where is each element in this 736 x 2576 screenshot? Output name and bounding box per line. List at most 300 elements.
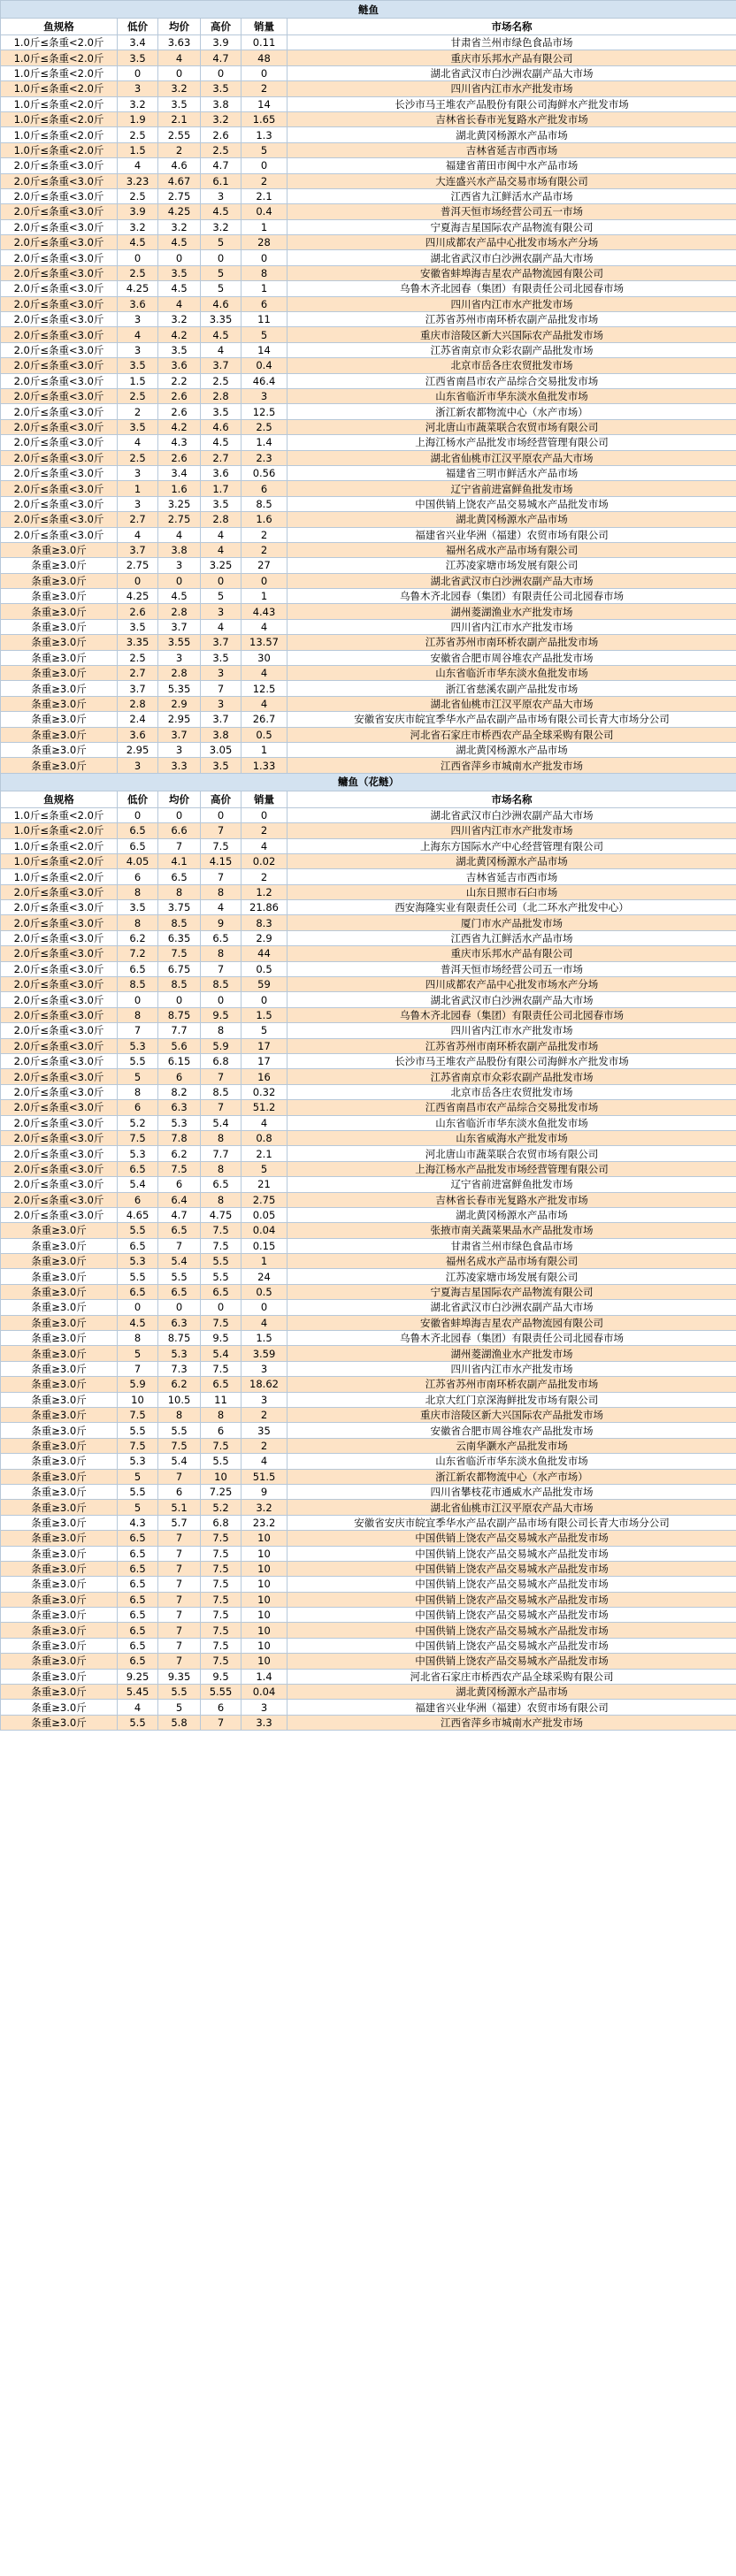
table-row <box>1 1654 736 1669</box>
avg-price-cell: 0 <box>158 1300 201 1315</box>
high-price-cell: 0 <box>201 992 242 1007</box>
market-name-cell: 浙江省慈溪农副产品批发市场 <box>288 681 736 696</box>
table-row <box>1 142 736 157</box>
volume-cell: 14 <box>242 342 288 357</box>
low-price-cell: 4.3 <box>118 1515 158 1530</box>
high-price-cell: 7.5 <box>201 1361 242 1376</box>
low-price-cell: 4.25 <box>118 589 158 604</box>
volume-cell: 24 <box>242 1269 288 1284</box>
table-row <box>1 1315 736 1330</box>
volume-cell: 0.02 <box>242 853 288 868</box>
low-price-cell: 6.5 <box>118 1161 158 1176</box>
market-name-cell: 湖州菱湖渔业水产批发市场 <box>288 604 736 619</box>
low-price-cell: 6.5 <box>118 1623 158 1638</box>
table-row <box>1 1177 736 1192</box>
market-name-cell: 安徽省合肥市周谷堆农产品批发市场 <box>288 650 736 665</box>
market-name-cell: 四川省内江市水产批发市场 <box>288 81 736 96</box>
table-row <box>1 1223 736 1238</box>
table-row <box>1 388 736 403</box>
avg-price-cell: 2.75 <box>158 188 201 203</box>
spec-cell: 2.0斤≤条重<3.0斤 <box>1 1069 118 1084</box>
market-name-cell: 北京市岳各庄农贸批发市场 <box>288 358 736 373</box>
market-name-cell: 上海江杨水产品批发市场经营管理有限公司 <box>288 1161 736 1176</box>
table-row <box>1 1161 736 1176</box>
market-name-cell: 普洱天恒市场经营公司五一市场 <box>288 204 736 219</box>
avg-price-cell: 8.5 <box>158 915 201 930</box>
volume-cell: 2.1 <box>242 188 288 203</box>
high-price-cell: 4.15 <box>201 853 242 868</box>
low-price-cell: 3 <box>118 465 158 480</box>
table-row <box>1 930 736 945</box>
avg-price-cell: 3.2 <box>158 312 201 327</box>
market-name-cell: 四川省攀枝花市通威水产品批发市场 <box>288 1484 736 1499</box>
table-row <box>1 358 736 373</box>
high-price-cell: 5.4 <box>201 1346 242 1361</box>
high-price-cell: 5.5 <box>201 1454 242 1469</box>
high-price-cell: 5.5 <box>201 1254 242 1269</box>
market-name-cell: 山东省临沂市华东淡水鱼批发市场 <box>288 666 736 681</box>
table-row <box>1 204 736 219</box>
avg-price-cell: 2.8 <box>158 604 201 619</box>
spec-cell: 1.0斤≤条重<2.0斤 <box>1 111 118 126</box>
avg-price-cell: 7 <box>158 838 201 853</box>
spec-cell: 条重≥3.0斤 <box>1 650 118 665</box>
table-row <box>1 281 736 296</box>
market-name-cell: 中国供销上饶农产品交易城水产品批发市场 <box>288 1654 736 1669</box>
low-price-cell: 7 <box>118 1023 158 1038</box>
high-price-cell: 2.6 <box>201 127 242 142</box>
volume-cell: 1.3 <box>242 127 288 142</box>
volume-cell: 17 <box>242 1038 288 1053</box>
table-row <box>1 977 736 992</box>
low-price-cell: 7.2 <box>118 946 158 961</box>
volume-cell: 4 <box>242 1454 288 1469</box>
low-price-cell: 2.8 <box>118 696 158 711</box>
table-row <box>1 1438 736 1453</box>
table-row <box>1 373 736 388</box>
spec-cell: 2.0斤≤条重<3.0斤 <box>1 1007 118 1022</box>
spec-cell: 2.0斤≤条重<3.0斤 <box>1 946 118 961</box>
low-price-cell: 6 <box>118 1100 158 1115</box>
volume-cell: 0.4 <box>242 204 288 219</box>
volume-cell: 10 <box>242 1577 288 1592</box>
spec-cell: 条重≥3.0斤 <box>1 1700 118 1715</box>
table-row <box>1 1577 736 1592</box>
table-row <box>1 250 736 265</box>
header-row <box>1 19 736 35</box>
volume-cell: 2 <box>242 1438 288 1453</box>
avg-price-cell: 0 <box>158 807 201 822</box>
avg-price-cell: 4.67 <box>158 173 201 188</box>
market-name-cell: 河北省石家庄市桥西农产品全球采购有限公司 <box>288 1669 736 1684</box>
high-price-cell: 3.8 <box>201 727 242 742</box>
volume-cell: 26.7 <box>242 712 288 727</box>
spec-cell: 条重≥3.0斤 <box>1 758 118 773</box>
table-row <box>1 853 736 868</box>
low-price-cell: 6.5 <box>118 961 158 976</box>
low-price-cell: 1.5 <box>118 142 158 157</box>
spec-cell: 条重≥3.0斤 <box>1 1315 118 1330</box>
low-price-cell: 3 <box>118 496 158 511</box>
market-name-cell: 中国供销上饶农产品交易城水产品批发市场 <box>288 1561 736 1576</box>
low-price-cell: 6.5 <box>118 1284 158 1299</box>
market-name-cell: 湖北黄冈杨源水产品市场 <box>288 853 736 868</box>
avg-price-cell: 7.3 <box>158 1361 201 1376</box>
low-price-cell: 7.5 <box>118 1407 158 1422</box>
market-name-cell: 重庆市乐邦水产品有限公司 <box>288 50 736 65</box>
low-price-cell: 3.5 <box>118 419 158 434</box>
table-row <box>1 1500 736 1515</box>
market-name-cell: 湖北省武汉市白沙洲农副产品大市场 <box>288 1300 736 1315</box>
market-name-cell: 福州名成水产品市场有限公司 <box>288 542 736 557</box>
low-price-cell: 3.5 <box>118 50 158 65</box>
volume-cell: 1.33 <box>242 758 288 773</box>
volume-cell: 8.3 <box>242 915 288 930</box>
table-row <box>1 1084 736 1099</box>
high-price-cell: 0 <box>201 1300 242 1315</box>
volume-cell: 10 <box>242 1638 288 1653</box>
table-row <box>1 450 736 465</box>
market-name-cell: 长沙市马王堆农产品股份有限公司海鲜水产批发市场 <box>288 96 736 111</box>
high-price-cell: 6.5 <box>201 1377 242 1392</box>
spec-cell: 2.0斤≤条重<3.0斤 <box>1 327 118 342</box>
volume-cell: 1 <box>242 1254 288 1269</box>
volume-cell: 10 <box>242 1546 288 1561</box>
market-name-cell: 湖北黄冈杨源水产品市场 <box>288 127 736 142</box>
low-price-cell: 3.5 <box>118 358 158 373</box>
avg-price-cell: 8.75 <box>158 1331 201 1346</box>
table-row <box>1 712 736 727</box>
high-price-cell: 6.8 <box>201 1515 242 1530</box>
low-price-cell: 7.5 <box>118 1130 158 1145</box>
volume-cell: 2.3 <box>242 450 288 465</box>
market-name-cell: 山东省威海水产批发市场 <box>288 1130 736 1145</box>
market-name-cell: 湖北省武汉市白沙洲农副产品大市场 <box>288 992 736 1007</box>
volume-cell: 3 <box>242 1392 288 1407</box>
spec-cell: 2.0斤≤条重<3.0斤 <box>1 1023 118 1038</box>
high-price-cell: 7.5 <box>201 1546 242 1561</box>
market-name-cell: 乌鲁木齐北园春（集团）有限责任公司北园春市场 <box>288 589 736 604</box>
volume-cell: 1 <box>242 589 288 604</box>
volume-cell: 6 <box>242 481 288 496</box>
market-name-cell: 河北唐山市蔬菜联合农贸市场有限公司 <box>288 1146 736 1161</box>
section-title: 鲢鱼 <box>1 1 736 19</box>
market-name-cell: 中国供销上饶农产品交易城水产品批发市场 <box>288 496 736 511</box>
spec-cell: 条重≥3.0斤 <box>1 589 118 604</box>
table-row <box>1 1054 736 1069</box>
volume-cell: 0.4 <box>242 358 288 373</box>
low-price-cell: 1.5 <box>118 373 158 388</box>
spec-cell: 条重≥3.0斤 <box>1 1592 118 1607</box>
avg-price-cell: 5.5 <box>158 1685 201 1700</box>
low-price-cell: 3.6 <box>118 296 158 311</box>
avg-price-cell: 3.8 <box>158 542 201 557</box>
spec-cell: 2.0斤≤条重<3.0斤 <box>1 465 118 480</box>
avg-price-cell: 0 <box>158 992 201 1007</box>
high-price-cell: 8.5 <box>201 977 242 992</box>
low-price-cell: 2.5 <box>118 127 158 142</box>
high-price-cell: 3.5 <box>201 404 242 419</box>
high-price-cell: 2.5 <box>201 373 242 388</box>
table-row <box>1 1623 736 1638</box>
high-price-cell: 7.5 <box>201 1638 242 1653</box>
spec-cell: 1.0斤≤条重<2.0斤 <box>1 869 118 884</box>
market-name-cell: 安徽省安庆市皖宜季华水产品农副产品市场有限公司长青大市场分公司 <box>288 712 736 727</box>
high-price-cell: 5.4 <box>201 1115 242 1130</box>
volume-cell: 0.5 <box>242 1284 288 1299</box>
high-price-cell: 7.5 <box>201 1438 242 1453</box>
volume-cell: 5 <box>242 1161 288 1176</box>
high-price-cell: 4.5 <box>201 204 242 219</box>
volume-cell: 0 <box>242 573 288 588</box>
high-price-cell: 5 <box>201 589 242 604</box>
avg-price-cell: 3.5 <box>158 342 201 357</box>
section-title-row <box>1 773 736 791</box>
volume-cell: 8.5 <box>242 496 288 511</box>
market-name-cell: 福建省三明市鲜活水产品市场 <box>288 465 736 480</box>
volume-cell: 0 <box>242 250 288 265</box>
volume-cell: 12.5 <box>242 404 288 419</box>
avg-price-cell: 5.4 <box>158 1454 201 1469</box>
high-price-cell: 4 <box>201 619 242 634</box>
table-row <box>1 435 736 450</box>
table-row <box>1 1007 736 1022</box>
volume-cell: 1.4 <box>242 1669 288 1684</box>
avg-price-cell: 7 <box>158 1238 201 1253</box>
high-price-cell: 4 <box>201 542 242 557</box>
volume-cell: 10 <box>242 1592 288 1607</box>
spec-header: 鱼规格 <box>1 19 118 35</box>
avg-price-cell: 1.6 <box>158 481 201 496</box>
low-price-cell: 5.5 <box>118 1054 158 1069</box>
spec-cell: 条重≥3.0斤 <box>1 1361 118 1376</box>
spec-cell: 条重≥3.0斤 <box>1 1715 118 1730</box>
spec-cell: 2.0斤≤条重<3.0斤 <box>1 342 118 357</box>
avg-price-cell: 3.25 <box>158 496 201 511</box>
market-name-cell: 湖北省武汉市白沙洲农副产品大市场 <box>288 573 736 588</box>
avg-price-cell: 6 <box>158 1069 201 1084</box>
market-name-cell: 四川省内江市水产批发市场 <box>288 1023 736 1038</box>
avg-price-cell: 8 <box>158 884 201 899</box>
low-price-cell: 6.2 <box>118 930 158 945</box>
table-row <box>1 1685 736 1700</box>
high-price-cell: 4 <box>201 342 242 357</box>
market-name-header: 市场名称 <box>288 791 736 807</box>
volume-cell: 5 <box>242 1023 288 1038</box>
volume-cell: 51.5 <box>242 1469 288 1484</box>
table-row <box>1 573 736 588</box>
table-row <box>1 65 736 80</box>
market-name-cell: 乌鲁木齐北园春（集团）有限责任公司北园春市场 <box>288 1331 736 1346</box>
high-price-cell: 6.5 <box>201 1284 242 1299</box>
market-name-cell: 河北省石家庄市桥西农产品全球采购有限公司 <box>288 727 736 742</box>
avg-price-cell: 10.5 <box>158 1392 201 1407</box>
spec-cell: 条重≥3.0斤 <box>1 1392 118 1407</box>
low-price-cell: 8 <box>118 1084 158 1099</box>
avg-price-cell: 3.3 <box>158 758 201 773</box>
table-row <box>1 1146 736 1161</box>
avg-price-cell: 2.6 <box>158 450 201 465</box>
table-row <box>1 1700 736 1715</box>
spec-cell: 条重≥3.0斤 <box>1 727 118 742</box>
spec-cell: 条重≥3.0斤 <box>1 1423 118 1438</box>
table-row <box>1 681 736 696</box>
volume-cell: 6 <box>242 296 288 311</box>
spec-cell: 2.0斤≤条重<3.0斤 <box>1 512 118 527</box>
low-price-cell: 5.5 <box>118 1423 158 1438</box>
table-row <box>1 946 736 961</box>
volume-cell: 9 <box>242 1484 288 1499</box>
high-price-cell: 4 <box>201 527 242 542</box>
market-name-cell: 吉林省延吉市西市场 <box>288 869 736 884</box>
high-price-cell: 4.6 <box>201 419 242 434</box>
spec-cell: 条重≥3.0斤 <box>1 1284 118 1299</box>
volume-cell: 13.57 <box>242 635 288 650</box>
table-row <box>1 666 736 681</box>
spec-cell: 2.0斤≤条重<3.0斤 <box>1 388 118 403</box>
avg-price-cell: 5.3 <box>158 1115 201 1130</box>
low-price-cell: 5 <box>118 1469 158 1484</box>
table-row <box>1 1069 736 1084</box>
table-row <box>1 1592 736 1607</box>
high-price-cell: 7 <box>201 1100 242 1115</box>
high-price-cell: 7 <box>201 1715 242 1730</box>
avg-price-cell: 9.35 <box>158 1669 201 1684</box>
high-price-cell: 7.5 <box>201 1238 242 1253</box>
market-name-cell: 厦门市水产品批发市场 <box>288 915 736 930</box>
market-name-cell: 江苏省南京市众彩农副产品批发市场 <box>288 342 736 357</box>
high-price-cell: 3.25 <box>201 558 242 573</box>
low-price-cell: 1 <box>118 481 158 496</box>
table-row <box>1 635 736 650</box>
table-row <box>1 1423 736 1438</box>
market-name-cell: 江西省九江鲜活水产品市场 <box>288 930 736 945</box>
low-price-cell: 5 <box>118 1346 158 1361</box>
table-row <box>1 1038 736 1053</box>
low-price-cell: 3.9 <box>118 204 158 219</box>
avg-price-cell: 2.95 <box>158 712 201 727</box>
low-price-cell: 0 <box>118 573 158 588</box>
avg-price-cell: 3.5 <box>158 265 201 280</box>
low-price-cell: 3.5 <box>118 619 158 634</box>
volume-cell: 0.04 <box>242 1223 288 1238</box>
table-row <box>1 1130 736 1145</box>
market-name-cell: 湖北省武汉市白沙洲农副产品大市场 <box>288 65 736 80</box>
volume-cell: 14 <box>242 96 288 111</box>
avg-price-cell: 4.2 <box>158 327 201 342</box>
spec-cell: 条重≥3.0斤 <box>1 696 118 711</box>
low-price-cell: 2.7 <box>118 666 158 681</box>
low-price-cell: 6.5 <box>118 1238 158 1253</box>
table-row <box>1 96 736 111</box>
volume-cell: 0.32 <box>242 1084 288 1099</box>
volume-cell: 28 <box>242 235 288 250</box>
high-price-cell: 8 <box>201 1023 242 1038</box>
market-name-cell: 中国供销上饶农产品交易城水产品批发市场 <box>288 1592 736 1607</box>
spec-cell: 条重≥3.0斤 <box>1 1623 118 1638</box>
market-name-cell: 重庆市乐邦水产品有限公司 <box>288 946 736 961</box>
spec-cell: 条重≥3.0斤 <box>1 712 118 727</box>
high-price-cell: 6 <box>201 1700 242 1715</box>
low-price-cell: 5.5 <box>118 1223 158 1238</box>
high-price-cell: 0 <box>201 250 242 265</box>
high-price-cell: 4.6 <box>201 296 242 311</box>
avg-price-cell: 8.5 <box>158 977 201 992</box>
table-row <box>1 312 736 327</box>
low-price-cell: 7.5 <box>118 1438 158 1453</box>
table-row <box>1 542 736 557</box>
low-price-cell: 3.6 <box>118 727 158 742</box>
spec-cell: 2.0斤≤条重<3.0斤 <box>1 1038 118 1053</box>
market-name-cell: 吉林省延吉市西市场 <box>288 142 736 157</box>
high-price-cell: 4.5 <box>201 435 242 450</box>
spec-cell: 条重≥3.0斤 <box>1 1346 118 1361</box>
volume-cell: 0.11 <box>242 35 288 50</box>
spec-cell: 2.0斤≤条重<3.0斤 <box>1 1084 118 1099</box>
avg-price-cell: 2.6 <box>158 404 201 419</box>
low-price-cell: 2.7 <box>118 512 158 527</box>
volume-cell: 3 <box>242 388 288 403</box>
low-price-cell: 9.25 <box>118 1669 158 1684</box>
volume-cell: 3.2 <box>242 1500 288 1515</box>
spec-cell: 条重≥3.0斤 <box>1 1300 118 1315</box>
volume-cell: 2.5 <box>242 419 288 434</box>
high-price-cell: 5.5 <box>201 1269 242 1284</box>
low-price-cell: 5.5 <box>118 1715 158 1730</box>
avg-price-cell: 6.5 <box>158 1223 201 1238</box>
spec-cell: 1.0斤≤条重<2.0斤 <box>1 853 118 868</box>
avg-price-cell: 7 <box>158 1546 201 1561</box>
low-price-cell: 7 <box>118 1361 158 1376</box>
market-name-cell: 福建省莆田市闽中水产品市场 <box>288 158 736 173</box>
market-name-cell: 吉林省长春市光复路水产批发市场 <box>288 111 736 126</box>
market-name-cell: 福州名成水产品市场有限公司 <box>288 1254 736 1269</box>
market-name-cell: 江西省南昌市农产品综合交易批发市场 <box>288 1100 736 1115</box>
avg-price-cell: 3.5 <box>158 96 201 111</box>
spec-cell: 条重≥3.0斤 <box>1 1561 118 1576</box>
low-price-cell: 0 <box>118 992 158 1007</box>
spec-cell: 2.0斤≤条重<3.0斤 <box>1 296 118 311</box>
avg-price-cell: 5.35 <box>158 681 201 696</box>
volume-cell: 10 <box>242 1623 288 1638</box>
high-price-cell: 5 <box>201 235 242 250</box>
avg-price-cell: 2.2 <box>158 373 201 388</box>
low-price-cell: 4.25 <box>118 281 158 296</box>
low-price-cell: 6.5 <box>118 1638 158 1653</box>
table-row <box>1 1377 736 1392</box>
volume-cell: 16 <box>242 1069 288 1084</box>
table-row <box>1 1254 736 1269</box>
low-price-cell: 10 <box>118 1392 158 1407</box>
table-row <box>1 884 736 899</box>
low-price-cell: 3.5 <box>118 900 158 915</box>
table-row <box>1 512 736 527</box>
spec-cell: 条重≥3.0斤 <box>1 1223 118 1238</box>
spec-cell: 2.0斤≤条重<3.0斤 <box>1 188 118 203</box>
avg-price-cell: 4 <box>158 50 201 65</box>
table-row <box>1 604 736 619</box>
spec-cell: 条重≥3.0斤 <box>1 1546 118 1561</box>
table-row <box>1 696 736 711</box>
spec-cell: 1.0斤≤条重<2.0斤 <box>1 127 118 142</box>
spec-cell: 条重≥3.0斤 <box>1 666 118 681</box>
market-name-cell: 长沙市马王堆农产品股份有限公司海鲜水产批发市场 <box>288 1054 736 1069</box>
spec-cell: 2.0斤≤条重<3.0斤 <box>1 204 118 219</box>
volume-cell: 2 <box>242 173 288 188</box>
table-row <box>1 1100 736 1115</box>
avg-price-cell: 7 <box>158 1469 201 1484</box>
section-title: 鳙鱼（花鲢） <box>1 773 736 791</box>
